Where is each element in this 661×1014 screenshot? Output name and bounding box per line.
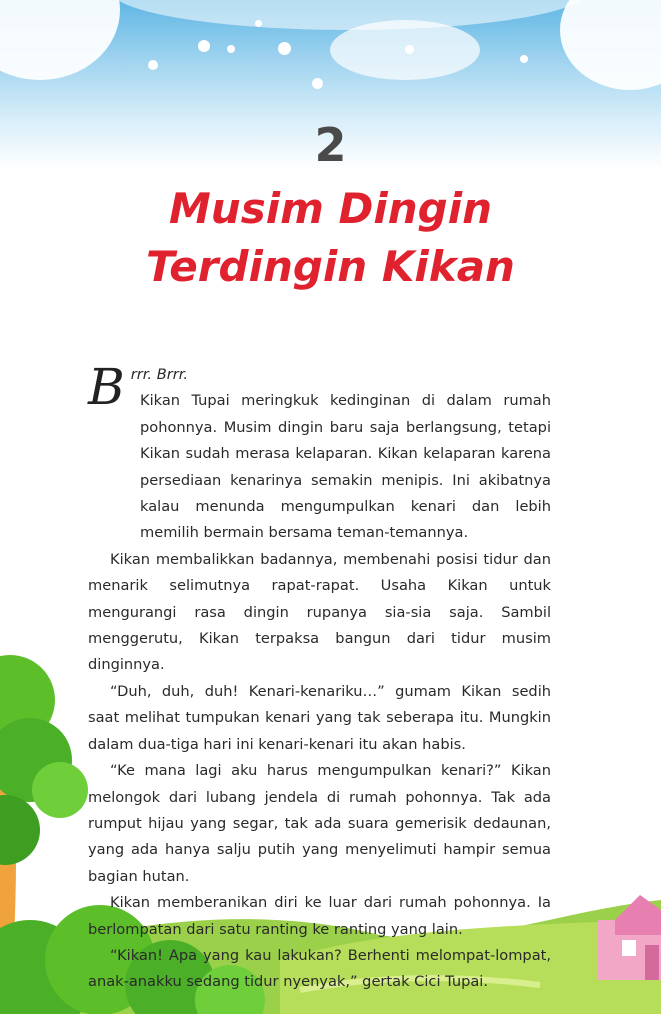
paragraph: “Kikan! Apa yang kau lakukan? Berhenti melompat-lompat, anak-anakku sedang tidur nyenyak,” gertak Cici Tupai. (88, 946, 551, 991)
paragraph: Kikan memberanikan diri ke luar dari rumah pohonnya. Ia berlompatan dari satu ranting ke ranting yang lain. (88, 894, 551, 938)
tree-foliage (32, 762, 88, 818)
chapter-title-line-2: Terdingin Kikan (146, 242, 515, 291)
house-door (645, 945, 659, 980)
story-opening: rrr. Brrr. (130, 366, 188, 383)
tree-foliage (0, 795, 40, 865)
story-body (88, 358, 551, 996)
paragraph: Kikan Tupai meringkuk kedinginan di dalam rumah pohonnya. Musim dingin baru saja berlangsung, tetapi Kikan sudah merasa kelaparan. Kikan kelaparan karena persediaan kenarinya semakin menipis. Ini akibatnya kalau menunda mengumpulkan kenari dan lebih memilih bermain bersama teman-temannya. (140, 392, 551, 542)
chapter-title-line-1: Musim Dingin (169, 184, 492, 233)
drop-cap: B (88, 358, 125, 416)
paragraph: “Ke mana lagi aku harus mengumpulkan kenari?” Kikan melongok dari lubang jendela di rumah pohonnya. Tak ada rumput hijau yang segar, tak ada suara gemerisik dedaunan, yang ada hanya salju putih yang menyelimuti hampir semua bagian hutan. (88, 762, 551, 885)
chapter-number: 2 (314, 118, 347, 172)
house-window (622, 940, 636, 956)
paragraph: Kikan membalikkan badannya, membenahi posisi tidur dan menarik selimutnya rapat-rapat. Usaha Kikan untuk mengurangi rasa dingin rupanya sia-sia saja. Sambil menggerutu, Kikan terpaksa bangun dari tidur musim dinginnya. (88, 550, 551, 674)
paragraph: “Duh, duh, duh! Kenari-kenariku…” gumam Kikan sedih saat melihat tumpukan kenari yang tak seberapa itu. Mungkin dalam dua-tiga hari ini kenari-kenari itu akan habis. (88, 682, 551, 753)
chapter-title (0, 180, 661, 296)
